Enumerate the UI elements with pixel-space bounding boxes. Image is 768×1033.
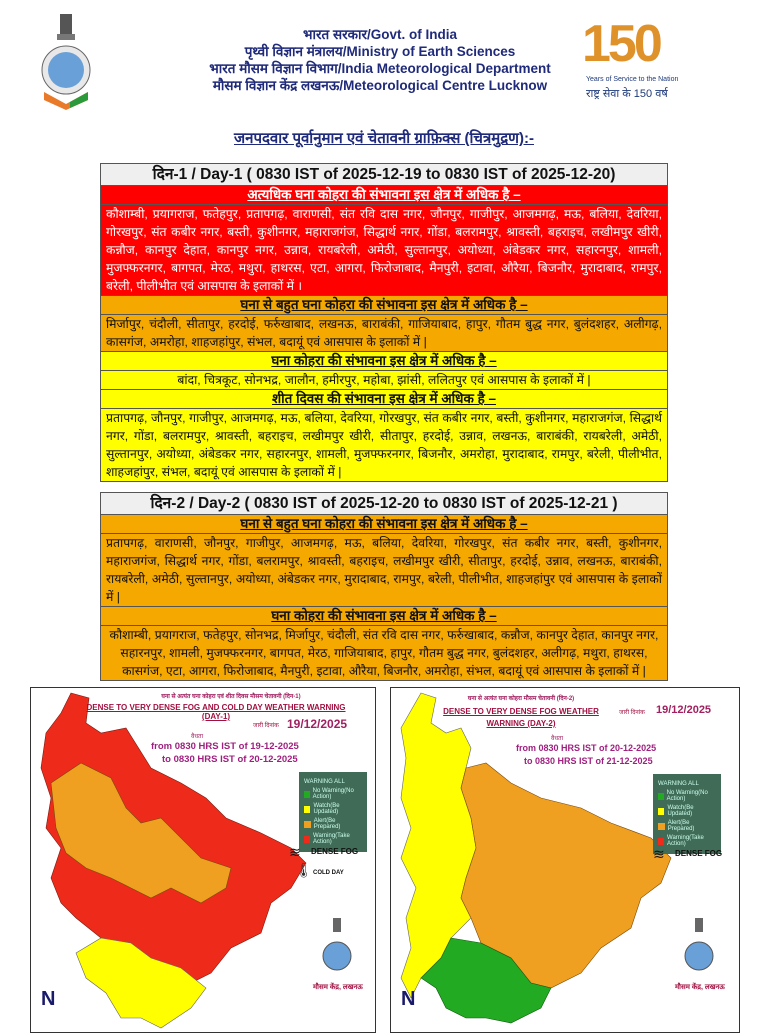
issued-date: 19/12/2025 — [656, 704, 712, 716]
valid-to: to 0830 HRS IST of 21-12-2025 — [524, 756, 653, 766]
maps-row — [0, 687, 768, 1033]
issued-label: जारी दिनांक — [253, 723, 279, 729]
fog-icon: ≋ — [653, 846, 665, 862]
legend-item: No Warning(No Action) — [658, 790, 716, 802]
legend-item: No Warning(No Action) — [304, 788, 362, 800]
issued-date: 19/12/2025 — [287, 717, 348, 731]
day1-very-dense-fog — [101, 186, 667, 296]
legend-item: Warning(Take Action) — [304, 833, 362, 845]
logo-tagline-hi: राष्ट्र सेवा के 150 वर्ष — [586, 88, 668, 100]
logo-tagline-en: Years of Service to the Nation — [586, 76, 679, 83]
day2-forecast-table — [100, 492, 668, 681]
legend-item: Alert(Be Prepared) — [658, 820, 716, 832]
fog-icon: ≋ — [289, 844, 301, 860]
issued-label: जारी दिनांक — [619, 710, 645, 716]
district-list: बांदा, चित्रकूट, सोनभद्र, जालौन, हमीरपुर, महोबा, झांसी, ललितपुर एवं आसपास के इलाकों में | — [177, 373, 591, 387]
thermometer-icon: 🌡 — [295, 862, 313, 878]
imd-logo — [40, 12, 92, 112]
legend-item: Warning(Take Action) — [658, 835, 716, 847]
section-title: शीत दिवस की संभावना इस क्षेत्र में अधिक है – — [101, 390, 667, 409]
valid-from: from 0830 HRS IST of 19-12-2025 — [151, 741, 299, 752]
section-title: घना से बहुत घना कोहरा की संभावना इस क्षेत्र में अधिक है – — [101, 515, 667, 534]
up-map-day2 — [391, 688, 740, 1033]
imd-150-logo — [582, 15, 712, 110]
legend-title: WARNING ALL — [658, 781, 699, 787]
map-title: DENSE TO VERY DENSE FOG WEATHER WARNING (DAY-2) — [443, 707, 599, 728]
district-list: मिर्जापुर, चंदौली, सीतापुर, हरदोई, फर्रुखाबाद, लखनऊ, बाराबंकी, गाजियाबाद, हापुर, गौतम बुद्ध नगर, बुलंदशहर, अलीगढ़, कासगंज, अमरोहा, शाहजहांपुर, संभल, बदायूं एवं आसपास के इलाकों में | — [106, 317, 662, 349]
org-line: पृथ्वी विज्ञान मंत्रालय/Ministry of Earth Sciences — [244, 44, 516, 59]
north-arrow-icon: N — [41, 988, 56, 1010]
validity-label: वैधता — [551, 736, 564, 742]
legend-title: WARNING ALL — [304, 779, 345, 785]
header-org-names — [190, 26, 570, 94]
day2-heading: दिन-2 / Day-2 ( 0830 IST of 2025-12-20 to 0830 IST of 2025-12-21 ) — [101, 493, 667, 515]
day1-heading: दिन-1 / Day-1 ( 0830 IST of 2025-12-19 to 0830 IST of 2025-12-20) — [101, 164, 667, 186]
valid-to: to 0830 HRS IST of 20-12-2025 — [162, 754, 298, 765]
content-flow — [0, 163, 768, 1033]
section-title: घना कोहरा की संभावना इस क्षेत्र में अधिक है – — [101, 352, 667, 371]
validity-label: वैधता — [191, 734, 204, 740]
imd-emblem-icon — [683, 918, 715, 978]
up-map-day1 — [31, 688, 376, 1033]
map-title: DENSE TO VERY DENSE FOG AND COLD DAY WEATHER WARNING (DAY-1) — [86, 703, 346, 721]
imd-emblem-icon — [321, 918, 353, 978]
org-line: मौसम विज्ञान केंद्र लखनऊ/Meteorological Centre Lucknow — [212, 78, 548, 93]
map-title-hi: घना से अत्यंत घना कोहरा मौसम चेतावनी (दिन-2) — [467, 696, 575, 702]
day1-dense-fog — [101, 352, 667, 390]
legend-item: Watch(Be Updated) — [658, 805, 716, 817]
org-line: भारत सरकार/Govt. of India — [303, 27, 457, 42]
legend-item: Alert(Be Prepared) — [304, 818, 362, 830]
dense-fog-label: DENSE FOG — [311, 847, 359, 856]
day1-warning-map — [30, 687, 376, 1033]
day1-dense-to-very-dense-fog — [101, 296, 667, 352]
day1-forecast-table — [100, 163, 668, 482]
north-arrow-icon: N — [401, 988, 416, 1010]
day2-dense-to-very-dense-fog — [101, 515, 667, 607]
map-legend — [653, 774, 721, 854]
section-title: घना से बहुत घना कोहरा की संभावना इस क्षेत्र में अधिक है – — [101, 296, 667, 315]
map-footer: मौसम केंद्र, लखनऊ — [675, 984, 725, 991]
day2-warning-map — [390, 687, 740, 1033]
day1-cold-day — [101, 390, 667, 481]
valid-from: from 0830 HRS IST of 20-12-2025 — [516, 743, 657, 753]
cold-day-label: COLD DAY — [313, 870, 344, 876]
district-list: कौशाम्बी, प्रयागराज, फतेहपुर, सोनभद्र, मिर्जापुर, चंदौली, संत रवि दास नगर, फर्रुखाबाद, कन्नौज, कानपुर देहात, कानपुर नगर, सहारनपुर, शामली, मुजफ्फरनगर, बागपत, मेरठ, गाजियाबाद, हापुर, गौतम बुद्ध नगर, बुलंदशहर, अलीगढ़, मथुरा, हाथरस, कासगंज, एटा, आगरा, फिरोजाबाद, मैनपुरी, इटावा, औरैया, बिजनौर, अमरोहा, संभल, बदायूं एवं आसपास के इलाकों में | — [109, 628, 659, 678]
dense-fog-label: DENSE FOG — [675, 849, 723, 858]
logo-150-number: 150 — [582, 15, 660, 73]
section-title: घना कोहरा की संभावना इस क्षेत्र में अधिक है – — [101, 607, 667, 626]
section-title: अत्यधिक घना कोहरा की संभावना इस क्षेत्र में अधिक है – — [101, 186, 667, 205]
org-line: भारत मौसम विज्ञान विभाग/India Meteorological Department — [209, 61, 551, 76]
legend-item: Watch(Be Updated) — [304, 803, 362, 815]
map-legend — [299, 772, 367, 852]
district-list: प्रतापगढ़, वाराणसी, जौनपुर, गाजीपुर, आजमगढ़, मऊ, बलिया, देवरिया, गोरखपुर, संत कबीर नगर, बस्ती, कुशीनगर, महाराजगंज, सिद्धार्थ नगर, गोंडा, बलरामपुर, श्रावस्ती, बहराइच, लखीमपुर खीरी, सीतापुर, हरदोई, उन्नाव, लखनऊ, बाराबंकी, रायबरेली, अमेठी, सुल्तानपुर, अयोध्या, अंबेडकर नगर, मुरादाबाद, रामपुर, बरेली, पीलीभीत, शाहजहांपुर एवं आसपास के इलाकों में | — [106, 536, 662, 604]
map-footer: मौसम केंद्र, लखनऊ — [313, 984, 363, 991]
day2-dense-fog — [101, 607, 667, 680]
document-title: जनपदवार पूर्वानुमान एवं चेतावनी ग्राफ़िक्स (चित्रमुद्रण):- — [233, 130, 534, 147]
district-list: कौशाम्बी, प्रयागराज, फतेहपुर, प्रतापगढ़, वाराणसी, संत रवि दास नगर, जौनपुर, गाजीपुर, आजमगढ़, मऊ, बलिया, देवरिया, गोरखपुर, संत कबीर नगर, बस्ती, कुशीनगर, महाराजगंज, सिद्धार्थ नगर, गोंडा, बलरामपुर, श्रावस्ती, बहराइच, लखीमपुर खीरी, कन्नौज, कानपुर देहात, कानपुर नगर, उन्नाव, रायबरेली, अमेठी, सुल्तानपुर, अयोध्या, अंबेडकर नगर, सहारनपुर, शामली, मुजफ्फरनगर, बागपत, मेरठ, मथुरा, हाथरस, एटा, आगरा, फिरोजाबाद, मैनपुरी, इटावा, औरैया, बिजनौर, मुरादाबाद, रामपुर, बरेली, पीलीभीत एवं आसपास के इलाकों में । — [106, 207, 662, 293]
district-list: प्रतापगढ़, जौनपुर, गाजीपुर, आजमगढ़, मऊ, बलिया, देवरिया, गोरखपुर, संत कबीर नगर, बस्ती, कुशीनगर, महाराजगंज, सिद्धार्थ नगर, गोंडा, बलरामपुर, श्रावस्ती, बहराइच, लखीमपुर खीरी, सीतापुर, हरदोई, उन्नाव, लखनऊ, बाराबंकी, रायबरेली, अमेठी, सुल्तानपुर, अयोध्या, अंबेडकर नगर, सहारनपुर, शामली, मुजफ्फरनगर, बिजनौर, अमरोहा, मुरादाबाद, रामपुर, बरेली, पीलीभीत, शाहजहांपुर, संभल, बदायूं एवं आसपास के इलाकों में | — [106, 411, 662, 479]
map-title-hi: घना से अत्यंत घना कोहरा एवं शीत दिवस मौसम चेतावनी (दिन-1) — [161, 694, 301, 700]
